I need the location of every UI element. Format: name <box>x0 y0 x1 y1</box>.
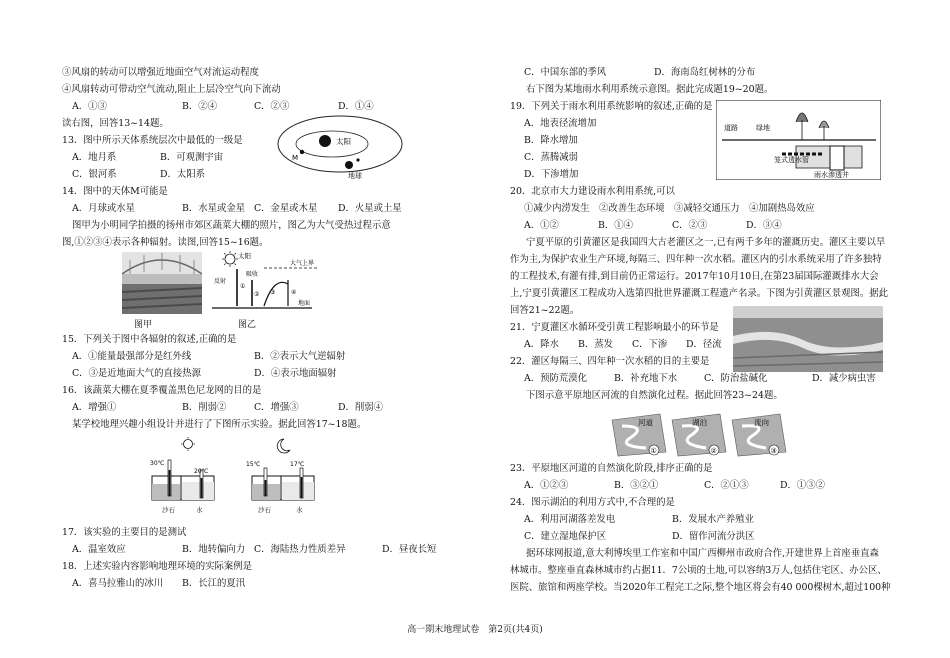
option-4: ④风扇转动可带动空气流动,阻止上层冷空气向下流动 <box>62 84 281 95</box>
question-21: 21．宁夏灌区水循环受引黄工程影响最小的环节是 <box>510 322 719 333</box>
label-stage-3: ③ <box>770 447 777 455</box>
solar-system-figure <box>270 108 410 183</box>
label-lake: 湖泊 <box>692 418 707 427</box>
q19-option-b: B．降水增加 <box>524 135 578 146</box>
intro-25-line3: 医院、旅馆和两座学校。当2020年工程完工之际,整个地区将会有40 000棵树木,超过100种 <box>510 582 891 593</box>
q17-option-a: A．温室效应 <box>72 544 126 555</box>
question-14: 14．图中的天体M可能是 <box>62 186 168 197</box>
rainwater-system-figure <box>716 100 881 180</box>
intro-13: 读右图，回答13~14题。 <box>62 118 169 129</box>
intro-25-line2: 林城市。整座垂直森林城市约占据11．7公顷的土地,可以容纳3万人,包括住宅区、办公区、 <box>510 565 887 576</box>
water-night <box>282 482 314 500</box>
tree-icon <box>796 113 808 140</box>
caption-figure-yi: 图乙 <box>238 320 257 330</box>
temp-20: 20℃ <box>194 468 209 475</box>
question-18: 18．上述实验内容影响地理环境的实际案例是 <box>62 561 253 572</box>
q21-option-b: B．蒸发 <box>578 339 614 350</box>
question-22: 22．灌区每隔三、四年种一次水稻的目的主要是 <box>510 356 710 367</box>
q22-option-a: A．预防荒漠化 <box>524 373 588 384</box>
q13-option-d: D．太阳系 <box>160 169 206 180</box>
q21-option-c: C．下渗 <box>632 339 668 350</box>
q19-option-a: A．地表径流增加 <box>524 118 597 129</box>
q16-option-c: C．增强③ <box>254 402 299 413</box>
experiment-figure <box>148 436 348 518</box>
q20-option-d: D．③④ <box>746 220 782 231</box>
river-evolution-figure <box>608 412 788 458</box>
q18-option-c: C．中国东部的季风 <box>524 67 607 78</box>
q18-option-b: B．长江的夏汛 <box>182 578 246 589</box>
q14-option-d: D．火星或土星 <box>338 203 402 214</box>
label-green: 绿地 <box>756 124 770 132</box>
label-absorb: 吸收 <box>246 271 259 278</box>
temp-15: 15℃ <box>246 461 261 468</box>
label-channel: 河道 <box>638 418 653 427</box>
q13-option-c: C．银河系 <box>72 169 117 180</box>
intro-21-line3: 的工程技术,有灌有排,到目前仍正常运行。2017年10月10日,在第23届国际灌溉排水大会 <box>510 271 879 282</box>
label-sun: 太阳 <box>238 252 251 260</box>
moon-icon <box>277 439 290 453</box>
q17-option-d: D．昼夜长短 <box>382 544 437 555</box>
earth-icon <box>345 161 353 169</box>
question-20: 20．北京市大力建设雨水利用系统,可以 <box>510 186 675 197</box>
q24-option-b: B．发展水产养殖业 <box>672 514 754 525</box>
question-24: 24．图示湖泊的利用方式中,不合理的是 <box>510 497 675 508</box>
q22-option-c: C．防治盐碱化 <box>704 373 768 384</box>
q14-option-b: B．水星或金星 <box>182 203 246 214</box>
q17-option-c: C．海陆热力性质差异 <box>254 544 346 555</box>
q22-option-b: B．补充地下水 <box>614 373 678 384</box>
water-day <box>182 482 214 500</box>
intro-21-line2: 作为主,为保护农业生产环境,每隔三、四年种一次水稻。灌区内的引水系统采用了许多独特 <box>510 254 882 265</box>
question-13: 13．图中所示天体系统层次中最低的一级是 <box>62 135 243 146</box>
intro-15-line2: 图,①②③④表示各种辐射。读图,回答15~16题。 <box>62 237 269 248</box>
stage-1-panel <box>612 414 666 456</box>
q16-option-d: D．削弱④ <box>338 402 384 413</box>
q19-option-d: D．下渗增加 <box>524 169 579 180</box>
intro-21-line4: 上,宁夏引黄灌区工程成功入选第四批世界灌溉工程遗产名录。下图为引黄灌区景观图。据此 <box>510 288 888 299</box>
q23-option-b: B．③②① <box>614 480 659 491</box>
intro-21-line1: 宁夏平原的引黄灌区是我国四大古老灌区之一,已有两千多年的灌溉历史。灌区主要以旱 <box>526 237 886 248</box>
q18-option-d: D．海南岛红树林的分布 <box>654 67 756 78</box>
label-pipe: 笼式透水管 <box>774 156 809 164</box>
label-ground: 地面 <box>298 300 311 307</box>
q20-option-b: B．①④ <box>598 220 634 231</box>
label-well: 雨水渗透井 <box>814 171 849 179</box>
q20-option-c: C．②③ <box>672 220 708 231</box>
q15-option-a: A．①能量最强部分是红外线 <box>72 351 192 362</box>
moon-icon <box>356 158 359 161</box>
q21-option-d: D．径流 <box>686 339 722 350</box>
label-1: ① <box>240 283 246 290</box>
q20-option-a: A．①② <box>524 220 559 231</box>
q14-option-a: A．月球或水星 <box>72 203 136 214</box>
q18-option-a: A．喜马拉雅山的冰川 <box>72 578 164 589</box>
photo-sky <box>733 306 883 318</box>
q16-option-b: B．削弱② <box>182 402 227 413</box>
question-17: 17．该实验的主要目的是测试 <box>62 527 187 538</box>
stage-3-panel <box>732 414 786 456</box>
option-3: ③风扇的转动可以增强近地面空气对流运动程度 <box>62 67 259 78</box>
sun-icon <box>184 440 193 449</box>
label-sun: 太阳 <box>336 137 351 146</box>
q13-option-b: B．可观测宇宙 <box>160 152 224 163</box>
intro-19: 右下图为某地雨水利用系统示意图。据此完成题19~20题。 <box>526 84 774 95</box>
q24-option-d: D．留作河流分洪区 <box>672 531 755 542</box>
q19-option-c: C．蒸腾减弱 <box>524 152 579 163</box>
page-footer: 高一期末地理试卷 第2页(共4页) <box>407 625 543 635</box>
label-reflect: 反射 <box>214 278 227 285</box>
label-atmosphere-top: 大气上界 <box>290 260 315 267</box>
q22-option-d: D．减少病虫害 <box>812 373 876 384</box>
label-sand-2: 沙石 <box>258 506 271 514</box>
q15-option-b: B．②表示大气逆辐射 <box>254 351 346 362</box>
temp-17: 17℃ <box>290 461 305 468</box>
q24-option-c: C．建立湿地保护区 <box>524 531 607 542</box>
question-15: 15．下列关于图中各辐射的叙述,正确的是 <box>62 334 237 345</box>
atmosphere-heating-diagram <box>212 250 322 314</box>
q20-statements: ①减少内涝发生 ②改善生态环境 ③减轻交通压力 ④加剧热岛效应 <box>524 203 815 214</box>
label-m: M <box>292 154 299 162</box>
label-earth: 地球 <box>348 172 362 180</box>
label-3: ③ <box>270 289 276 296</box>
q16-option-a: A．增强① <box>72 402 117 413</box>
body-m-icon <box>300 150 304 154</box>
label-2: ② <box>254 291 260 298</box>
intro-21-line5: 回答21~22题。 <box>510 305 580 316</box>
q12-option-c: C．②③ <box>254 101 290 112</box>
intro-17: 某学校地理兴趣小组设计并进行了下图所示实验。据此回答17~18题。 <box>72 419 367 430</box>
q23-option-a: A．①②③ <box>524 480 569 491</box>
label-road: 道路 <box>724 124 738 132</box>
sun-icon <box>225 254 235 264</box>
sun-icon <box>319 135 331 147</box>
label-water-2: 水 <box>296 506 303 514</box>
infiltration-well <box>830 146 844 170</box>
temp-30: 30℃ <box>150 460 165 467</box>
inner-orbit <box>296 131 368 157</box>
stage-2-panel <box>672 414 726 456</box>
q13-option-a: A．地月系 <box>72 152 117 163</box>
q21-option-a: A．降水 <box>524 339 559 350</box>
intro-15-line1: 图甲为小明同学拍摄的扬州市郊区蔬菜大棚的照片，图乙为大气受热过程示意 <box>72 220 391 231</box>
q15-option-d: D．④表示地面辐射 <box>254 368 337 379</box>
tree-icon-2 <box>819 121 829 140</box>
label-stage-2: ② <box>710 447 717 455</box>
q12-option-b: B．②④ <box>182 101 218 112</box>
caption-figure-jia: 图甲 <box>134 320 153 330</box>
label-4: ④ <box>291 289 297 296</box>
q15-option-c: C．③是近地面大气的直接热源 <box>72 368 202 379</box>
q12-option-a: A．①③ <box>72 101 107 112</box>
label-stage-1: ① <box>650 447 657 455</box>
label-flow: 流向 <box>754 418 769 427</box>
label-sand-1: 沙石 <box>162 506 175 514</box>
arrow-3 <box>264 282 288 306</box>
intro-23: 下图示意平原地区河流的自然演化过程。据此回答23~24题。 <box>526 390 783 401</box>
question-16: 16．该蔬菜大棚在夏季覆盖黑色尼龙网的目的是 <box>62 385 262 396</box>
q24-option-a: A．利用河湖落差发电 <box>524 514 616 525</box>
label-water-1: 水 <box>196 506 203 514</box>
irrigation-landscape-photo <box>733 306 883 372</box>
intro-25-line1: 据环球网报道,意大利博埃里工作室和中国广西柳州市政府合作,开建世界上首座垂直森 <box>526 548 879 559</box>
greenhouse-photo <box>122 252 202 314</box>
q17-option-b: B．地转偏向力 <box>182 544 246 555</box>
q23-option-c: C．②①③ <box>704 480 749 491</box>
q23-option-d: D．①③② <box>780 480 826 491</box>
question-23: 23．平原地区河道的自然演化阶段,排序正确的是 <box>510 463 713 474</box>
q12-option-d: D．①④ <box>338 101 374 112</box>
question-19: 19．下列关于雨水利用系统影响的叙述,正确的是 <box>510 101 713 112</box>
q14-option-c: C．金星或木星 <box>254 203 318 214</box>
sand-day <box>152 484 180 500</box>
